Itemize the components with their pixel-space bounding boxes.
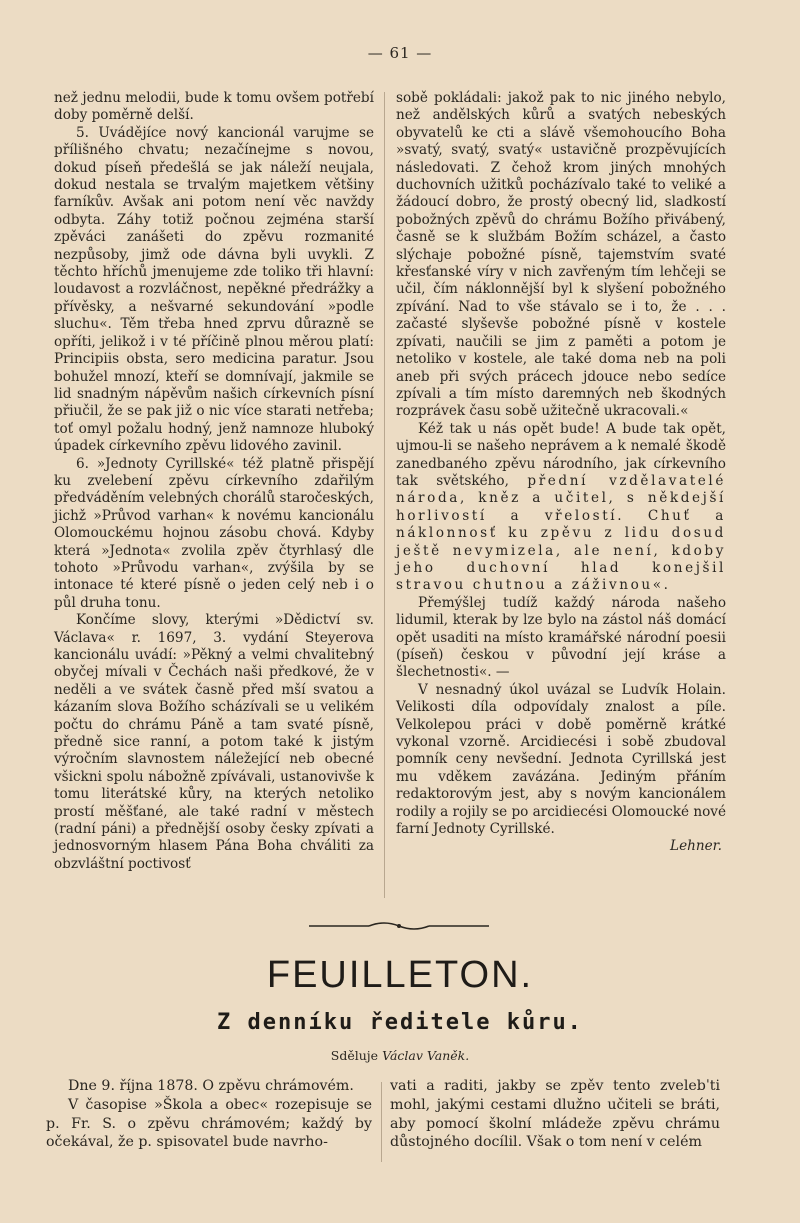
byline-author: Václav Vaněk. — [382, 1048, 470, 1063]
paragraph: vati a raditi, jakby se zpěv tento zvelebˈti mohl, jakými cestami dlužno učiteli se bráti, aby pomocí školní mládeže zpěvu chrámu důstojného docílil. Však o tom není v celém — [390, 1078, 720, 1151]
paragraph — [396, 421, 726, 595]
byline-prefix: Sděluje — [330, 1048, 379, 1063]
paragraph-text: Kéž tak u nás opět bude! A bude tak opět, ujmou-li se našeho neprávem a k nemalé škodě zanedbaného zpěvu národního, jak církevního tak světského, — [396, 420, 726, 489]
paragraph: Končíme slovy, kterými »Dědictví sv. Václava« r. 1697, 3. vydání Steyerova kancionálu uvádí: »Pěkný a velmi chvalitebný obyčej mívali v Čechách naši předkové, že v neděli a ve svátek časně před mší svatou a kázaním slova Božího scházívali se u velikém počtu do chrámu Páně a tam svaté písně, předně sice ranní, a potom také k jistým výročním slavnostem náležející neb obecné všickni spolu nábožně zpívávali, ustanovivše k tomu literátské kůry, na kterých netoliko prostí měšťané, ale také radní v městech (radní páni) a přednější osoby česky zpívati a jednosvorným hlasem Pána Boha chváliti za obzvláštní poctivosť — [54, 612, 374, 872]
left-column — [54, 90, 374, 873]
paragraph: Přemýšlej tudíž každý národa našeho lidumil, kterak by lze bylo na zástol náš domácí opět usaditi na místo kramářské národní poesii (píseň) českou v původní její krásе a šlechetnosti«. — — [396, 594, 726, 681]
signature: Lehner. — [670, 838, 722, 855]
ornament-divider — [309, 920, 489, 932]
column-divider — [381, 1082, 382, 1162]
byline — [0, 1048, 800, 1063]
feuilleton-right-column — [390, 1077, 720, 1152]
section-heading: FEUILLETON. — [266, 954, 534, 996]
page-number: — 61 — — [367, 44, 433, 62]
paragraph: sobě pokládali: jakož pak to nic jiného nebylo, než andělských kůrů a svatých nebeských obyvatelů ke cti a slávě všemohoucího Boha »svatý, svatý, svatý« ustavičně prozpěvujících následovati. Z čehož krom jiných mnohých duchovních užitků pocházívalo také to veliké a žádoucí dobro, že prostý obecný lid, sladkostí pobožných zpěvů do chrámu Božího přivábený, časně se k službám Božím scházel, a často slýchaje pobožné písně, tajemstvím svaté křesťanské víry v nich zavřeným tím lehčeji se učil, čím náklonnější byl k slyšení pobožného zpívání. Nad to vše stávalo se i to, že . . . začasté slyševše pobožné písně v kostele zpívati, naučili se jim z paměti a potom je netoliko v kostele, ale také doma neb na poli aneb při svých prácech jdouce nebo sedíce zpívali a tím místo daremných neb škodných rozprávek času sobě užitečně ukracovali.« — [396, 90, 726, 420]
feuilleton-subtitle: Z denníku ředitele kůru. — [217, 1010, 583, 1035]
paragraph: Dne 9. října 1878. O zpěvu chrámovém. — [68, 1078, 354, 1094]
paragraph: 5. Uvádějíce nový kancionál varujme se přílišného chvatu; nezačínejme s novou, dokud píseň předešlá se jak náleží neujala, dokud nestala se trvalým majetkem většiny farníkův. Avšak ani potom není věc navždy odbyta. Záhy totiž počnou zejména starší zpěváci zanášeti do zpěvu rozmanité nezpůsoby, jimž ode dávna byli uvykli. Z těchto hříchů jmenujeme zde toliko tři hlavní: loudavost a rozvláčnost, nepěkné předrážky a přívěsky, a nešvarné sekundování »podle sluchu«. Těm třeba hned zprvu důrazně se opříti, jelikož i v té příčině plnou měrou platí: Principiis obsta, sero medicina paratur. Jsou bohužel mnozí, kteří se domnívají, jakmile se lid snadným nápěvům našich církevních písní přiučil, že se pak již o nic více starati netřeba; toť omyl požalu hodný, jenž namnoze hluboký úpadek církevního zpěvu lidového zavinil. — [54, 124, 374, 455]
paragraph: 6. »Jednoty Cyrillské« též platně přispějí ku zvelebení zpěvu církevního zdařilým předváděním velebných chorálů staročeských, jichž »Průvod varhan« k novému kancionálu Olomouckému hojnou zásobu chová. Kdyby která »Jednota« zvolila zpěv čtyrhlasý dle tohoto »Průvodu varhan«, zvýšila by se intonace té které písně o jeden celý neb i o půl druha tonu. — [54, 455, 374, 611]
paragraph: V nesnadný úkol uvázal se Ludvík Holain. Velikosti díla odpovídaly znalost a píle. Velkolepou práci v době poměrně krátké vykonal vzorně. Arcidiecési i sobě zbudoval pomník ceny nevšední. Jednota Cyrillská jest mu vděkem zavázána. Jediným přáním redaktorovým jest, aby s novým kancionálem rodily a rojily se po arcidiecési Olomoucké nové farní Jednoty Cyrillské. — [396, 681, 726, 838]
spaced-emphasis: přední vzdělavatelé národa, kněz a učitel, s někdejší horlivostí a vřelostí. Chuť a náklonnosť ku zpěvu z lidu dosud ještě nevymizela, ale není, kdoby jeho duchovní hlad konejšil stravou chutnou a záživnou«. — [396, 472, 727, 594]
column-divider — [384, 92, 385, 898]
feuilleton-left-column — [46, 1077, 372, 1152]
right-column — [396, 90, 726, 856]
paragraph: V časopise »Škola a obec« rozepisuje se p. Fr. S. o zpěvu chrámovém; každý by očekával, že p. spisovatel bude navrho- — [46, 1096, 372, 1151]
paragraph: než jednu melodii, bude k tomu ovšem potřebí doby poměrně delší. — [54, 90, 374, 124]
